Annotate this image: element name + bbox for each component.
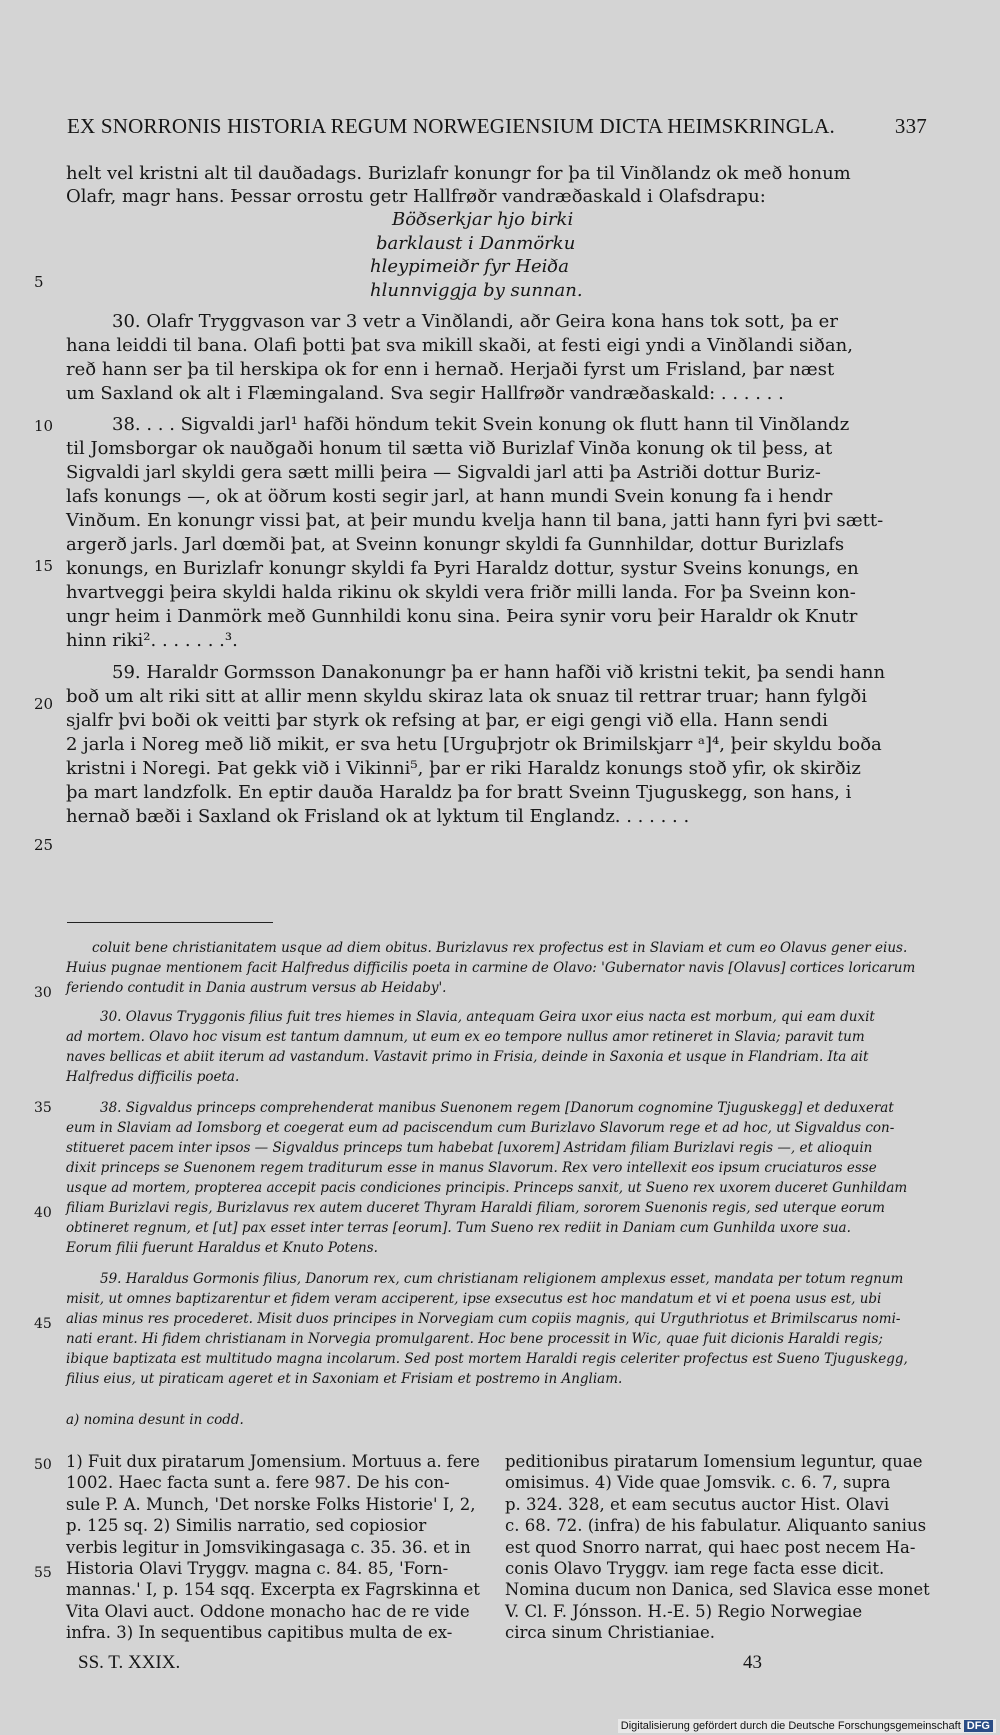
text-line: reð hann ser þa til herskipa ok for enn i hernað. Herjaði fyrst um Frisland, þar næst	[66, 359, 835, 380]
note-line-left: verbis legitur in Jomsvikingasaga c. 35. 36. et in	[66, 1538, 471, 1557]
line-number: 10	[34, 417, 54, 435]
verse-line: hlunnviggja by sunnan.	[370, 280, 583, 301]
translation-line: nati erant. Hi fidem christianam in Norvegia promulgarent. Hoc bene processit in Wic, quae fuit dicionis Haraldi regis;	[66, 1331, 883, 1347]
translation-line: ad mortem. Olavo hoc visum est tantum damnum, ut eum ex eo tempore nullus amor retineret in Slavia; paravit tum	[66, 1029, 865, 1045]
text-line: hernað bæði i Saxland ok Frisland ok at lyktum til Englandz. . . . . . .	[66, 806, 690, 827]
text-line: ungr heim i Danmörk með Gunnhildi konu sina. Þeira synir voru þeir Haraldr ok Knutr	[66, 606, 858, 627]
credit-text: Digitalisierung gefördert durch die Deutsche Forschungsgemeinschaft	[620, 1720, 961, 1732]
translation-line: naves bellicas et abiit iterum ad vastandum. Vastavit primo in Frisia, deinde in Saxonia et usque in Flandriam. Ita ait	[66, 1049, 869, 1065]
digitization-credit	[618, 1719, 996, 1733]
line-number: 5	[34, 273, 44, 291]
translation-line: obtineret regnum, et [ut] pax esset inter terras [eorum]. Tum Sueno rex rediit in Daniam cum Gunhilda uxore sua.	[66, 1220, 851, 1236]
note-line-right: conis Olavo Tryggv. iam rege facta esse dicit.	[505, 1559, 885, 1578]
verse-line: Böðserkjar hjo birki	[392, 209, 574, 230]
verse-line: hleypimeiðr fyr Heiða	[370, 256, 569, 277]
line-number: 55	[34, 1565, 52, 1581]
page-number: 337	[894, 114, 927, 138]
text-line: til Jomsborgar ok nauðgaði honum til sætta við Burizlaf Vinða konung ok til þess, at	[66, 438, 833, 459]
translation-line: stitueret pacem inter ipsos — Sigvaldus princeps tum habebat [uxorem] Astridam filiam Burizlavi regis —, et alioquin	[66, 1140, 873, 1156]
translation-line: ibique baptizata est multitudo magna incolarum. Sed post mortem Haraldi regis celeriter profectus est Sueno Tjuguskegg,	[66, 1351, 908, 1367]
text-line: kristni i Noregi. Þat gekk við i Vikinni⁵, þar er riki Haraldz konungs stoð yfir, ok skirðiz	[66, 758, 861, 779]
translation-line: feriendo contudit in Dania austrum versus ab Heidaby'.	[66, 980, 447, 996]
note-line-right: peditionibus piratarum Iomensium leguntur, quae	[505, 1452, 923, 1471]
note-line-left: infra. 3) In sequentibus capitibus multa de ex-	[66, 1623, 453, 1642]
translation-line: filius eius, ut piraticam ageret et in Saxoniam et Frisiam et postremo in Angliam.	[66, 1371, 623, 1387]
sheet-number: 43	[743, 1652, 762, 1673]
text-line: 2 jarla i Noreg með lið mikit, er sva hetu [Urguþrjotr ok Brimilskjarr ᵃ]⁴, þeir skyldu boða	[66, 734, 882, 755]
translation-line: filiam Burizlavi regis, Burizlavus rex autem duceret Thyram Haraldi filiam, sororem Suenonis regis, sed uterque eorum	[66, 1200, 885, 1216]
note-line-right: omisimus. 4) Vide quae Jomsvik. c. 6. 7, supra	[505, 1473, 891, 1492]
note-line-left: Vita Olavi auct. Oddone monacho hac de re vide	[66, 1602, 470, 1621]
note-line-left: Historia Olavi Tryggv. magna c. 84. 85, 'Forn-	[66, 1559, 449, 1578]
translation-line: dixit princeps se Suenonem regem traditurum esse in manus Slavorum. Rex vero intellexit eos ipsum cruciaturos esse	[66, 1160, 877, 1176]
note-line-left: p. 125 sq. 2) Similis narratio, sed copiosior	[66, 1516, 427, 1535]
text-line: Vinðum. En konungr vissi þat, at þeir mundu kvelja hann til bana, jatti hann fyri þvi sætt-	[66, 510, 884, 531]
running-header	[67, 114, 927, 144]
translation-line: Halfredus difficilis poeta.	[66, 1069, 240, 1085]
line-number: 25	[34, 836, 54, 854]
line-number: 20	[34, 695, 54, 713]
translation-line: usque ad mortem, propterea accepit pacis condiciones principis. Princeps sanxit, ut Sueno rex uxorem duceret Gunhildam	[66, 1180, 908, 1196]
note-line-right: circa sinum Christianiae.	[505, 1623, 715, 1642]
line-number: 45	[34, 1316, 52, 1332]
note-line-right: c. 68. 72. (infra) de his fabulatur. Aliquanto sanius	[505, 1516, 927, 1535]
text-line: hvartveggi þeira skyldi halda rikinu ok skyldi vera friðr milli landa. For þa Sveinn kon-	[66, 582, 856, 603]
footnote-rule	[67, 922, 273, 923]
translation-line: Huius pugnae mentionem facit Halfredus difficilis poeta in carmine de Olavo: 'Gubernator navis [Olavus] cortices loricarum	[66, 960, 916, 976]
line-number: 50	[34, 1457, 52, 1473]
verse-line: barklaust i Danmörku	[376, 233, 576, 254]
text-line: um Saxland ok alt i Flæmingaland. Sva segir Hallfrøðr vandræðaskald: . . . . . .	[66, 383, 784, 404]
translation-line: 30. Olavus Tryggonis filius fuit tres hiemes in Slavia, antequam Geira uxor eius nacta est morbum, qui eam duxit	[100, 1009, 875, 1025]
translation-line: 38. Sigvaldus princeps comprehenderat manibus Suenonem regem [Danorum cognomine Tjuguskegg] et deduxerat	[100, 1100, 894, 1116]
variant-note: a) nomina desunt in codd.	[66, 1412, 244, 1428]
running-title: EX SNORRONIS HISTORIA REGUM NORWEGIENSIUM DICTA HEIMSKRINGLA.	[67, 114, 835, 138]
text-line: þa mart landzfolk. En eptir dauða Haraldz þa for bratt Sveinn Tjuguskegg, son hans, i	[66, 782, 852, 803]
translation-line: alias minus res procederet. Misit duos principes in Norvegiam cum copiis magnis, qui Urguthriotus et Brimilscarus nomi-	[66, 1311, 901, 1327]
note-line-right: p. 324. 328, et eam secutus auctor Hist. Olavi	[505, 1495, 890, 1514]
text-line: Olafr, magr hans. Þessar orrostu getr Hallfrøðr vandræðaskald i Olafsdrapu:	[66, 186, 766, 207]
translation-line: coluit bene christianitatem usque ad diem obitus. Burizlavus rex profectus est in Slaviam et cum eo Olavus gener eius.	[92, 940, 908, 956]
note-line-right: Nomina ducum non Danica, sed Slavica esse monet	[505, 1580, 930, 1599]
text-line: sjalfr þvi boði ok veitti þar styrk ok refsing at þar, er eigi gengi við ella. Hann sendi	[66, 710, 828, 731]
line-number: 15	[34, 557, 54, 575]
text-line: hana leiddi til bana. Olafi þotti þat sva mikill skaði, at festi eigi yndi a Vinðlandi siðan,	[66, 335, 853, 356]
note-line-left: mannas.' I, p. 154 sqq. Excerpta ex Fagrskinna et	[66, 1580, 480, 1599]
text-line: helt vel kristni alt til dauðadags. Burizlafr konungr for þa til Vinðlandz ok með honum	[66, 163, 851, 184]
note-line-left: sule P. A. Munch, 'Det norske Folks Historie' I, 2,	[66, 1495, 476, 1514]
note-line-left: 1002. Haec facta sunt a. fere 987. De his con-	[66, 1473, 450, 1492]
translation-line: eum in Slaviam ad Iomsborg et coegerat eum ad paciscendum cum Burizlavo Slavorum rege et ad hoc, ut Sigvaldus con-	[66, 1120, 895, 1136]
dfg-logo-icon: DFG	[964, 1720, 993, 1732]
translation-line: misit, ut omnes baptizarentur et fidem veram acciperent, ipse exsecutus est hoc mandatum et vi et poena usus est, ubi	[66, 1291, 882, 1307]
text-line: konungs, en Burizlafr konungr skyldi fa Þyri Haraldz dottur, systur Sveins konungs, en	[66, 558, 859, 579]
text-line: hinn riki². . . . . . .³.	[66, 630, 238, 651]
text-line: 59. Haraldr Gormsson Danakonungr þa er hann hafði við kristni tekit, þa sendi hann	[112, 662, 886, 683]
text-line: argerð jarls. Jarl dœmði þat, at Sveinn konungr skyldi fa Gunnhildar, dottur Burizlafs	[66, 534, 845, 555]
note-line-right: V. Cl. F. Jónsson. H.-E. 5) Regio Norwegiae	[505, 1602, 863, 1621]
text-line: boð um alt riki sitt at allir menn skyldu skiraz lata ok snuaz til rettrar truar; hann fylgði	[66, 686, 868, 707]
note-line-left: 1) Fuit dux piratarum Jomensium. Mortuus a. fere	[66, 1452, 480, 1471]
text-line: 38. . . . Sigvaldi jarl¹ hafði höndum tekit Svein konung ok flutt hann til Vinðlandz	[112, 414, 850, 435]
text-line: lafs konungs —, ok at öðrum kosti segir jarl, at hann mundi Svein konung fa i hendr	[66, 486, 833, 507]
translation-line: Eorum filii fuerunt Haraldus et Knuto Potens.	[66, 1240, 378, 1256]
text-line: Sigvaldi jarl skyldi gera sætt milli þeira — Sigvaldi jarl atti þa Astriði dottur Buriz-	[66, 462, 821, 483]
line-number: 40	[34, 1205, 52, 1221]
line-number: 30	[34, 985, 52, 1001]
line-number: 35	[34, 1100, 52, 1116]
note-line-right: est quod Snorro narrat, qui haec post necem Ha-	[505, 1538, 916, 1557]
translation-line: 59. Haraldus Gormonis filius, Danorum rex, cum christianam religionem amplexus esset, mandata per totum regnum	[100, 1271, 904, 1287]
signature-mark: SS. T. XXIX.	[78, 1652, 181, 1673]
text-line: 30. Olafr Tryggvason var 3 vetr a Vinðlandi, aðr Geira kona hans tok sott, þa er	[112, 311, 838, 332]
